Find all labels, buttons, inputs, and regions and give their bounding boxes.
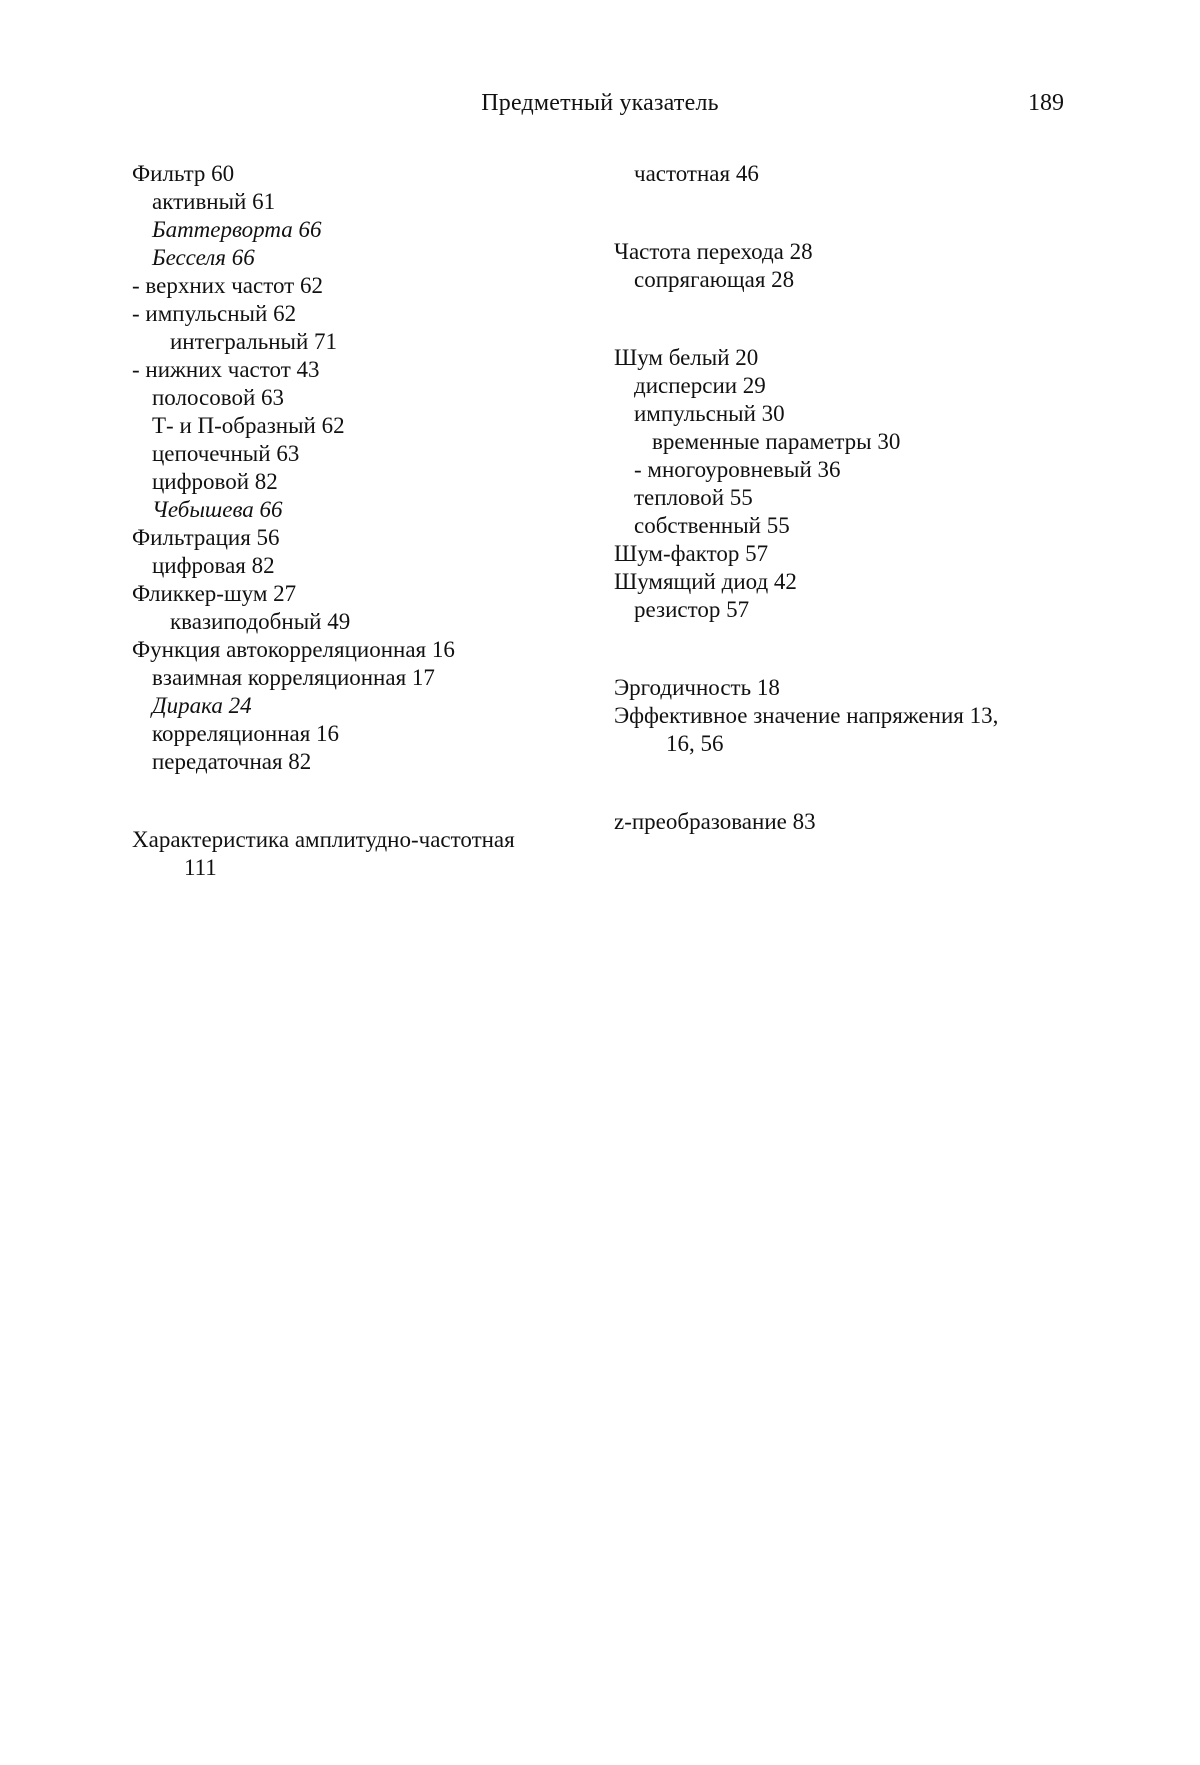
index-entry-sub: - многоуровневый 36 [634,457,841,482]
index-entry-sub: дисперсии 29 [634,373,766,398]
index-column-right [614,160,1084,836]
index-entry-sub: сопрягающая 28 [634,267,795,292]
index-entry-main: Частота перехода 28 [614,239,813,264]
index-entry-sub: полосовой 63 [152,385,285,410]
index-entry-main: Фильтр 60 [132,161,235,186]
index-entry-main: Фильтрация 56 [132,525,280,550]
index-entry-main: Характеристика амплитудно-частотная [132,827,515,852]
index-entry-sub: временные параметры 30 [652,429,901,454]
index-entry-sub: собственный 55 [634,513,790,538]
index-entry-main: Шум-фактор 57 [614,541,769,566]
index-entry-sub: взаимная корреляционная 17 [152,665,435,690]
index-gap [614,624,1084,674]
index-gap [614,758,1084,808]
index-entry-main: - импульсный 62 [132,301,297,326]
index-column-left [132,160,612,882]
index-entry-sub: активный 61 [152,189,276,214]
index-gap [132,776,612,826]
index-entry-sub: тепловой 55 [634,485,753,510]
index-entry-main: Функция автокорреляционная 16 [132,637,455,662]
index-entry-sub: корреляционная 16 [152,721,340,746]
index-entry-main: Шумящий диод 42 [614,569,797,594]
index-entry-sub: Бесселя 66 [152,245,255,270]
index-entry-sub: Дирака 24 [152,693,252,718]
index-entry-main: Эргодичность 18 [614,675,780,700]
index-entry-main: - верхних частот 62 [132,273,323,298]
index-entry-sub: Т- и П-образный 62 [152,413,345,438]
index-entry-sub: интегральный 71 [170,329,338,354]
index-entry-main: Фликкер-шум 27 [132,581,297,606]
index-entry-sub: импульсный 30 [634,401,785,426]
index-entry-main: Шум белый 20 [614,345,759,370]
index-entry-sub: квазиподобный 49 [170,609,351,634]
index-entry-sub: 16, 56 [666,731,724,756]
index-entry-sub: резистор 57 [634,597,750,622]
index-gap [614,294,1084,344]
index-entry-sub: Чебышева 66 [152,497,283,522]
index-entry-sub: цифровой 82 [152,469,278,494]
index-entry-main: z-преобразование 83 [614,809,816,834]
running-title: Предметный указатель [481,90,719,116]
index-entry-sub: 111 [184,855,217,880]
index-entry-main: - нижних частот 43 [132,357,320,382]
index-entry-sub: цифровая 82 [152,553,275,578]
index-entry-sub: передаточная 82 [152,749,312,774]
index-entry-sub: цепочечный 63 [152,441,300,466]
page-number: 189 [1028,90,1064,116]
index-entry-sub: Баттерворта 66 [152,217,322,242]
index-gap [614,188,1084,238]
index-entry-sub: частотная 46 [634,161,759,186]
index-entry-main: Эффективное значение напряжения 13, [614,703,999,728]
